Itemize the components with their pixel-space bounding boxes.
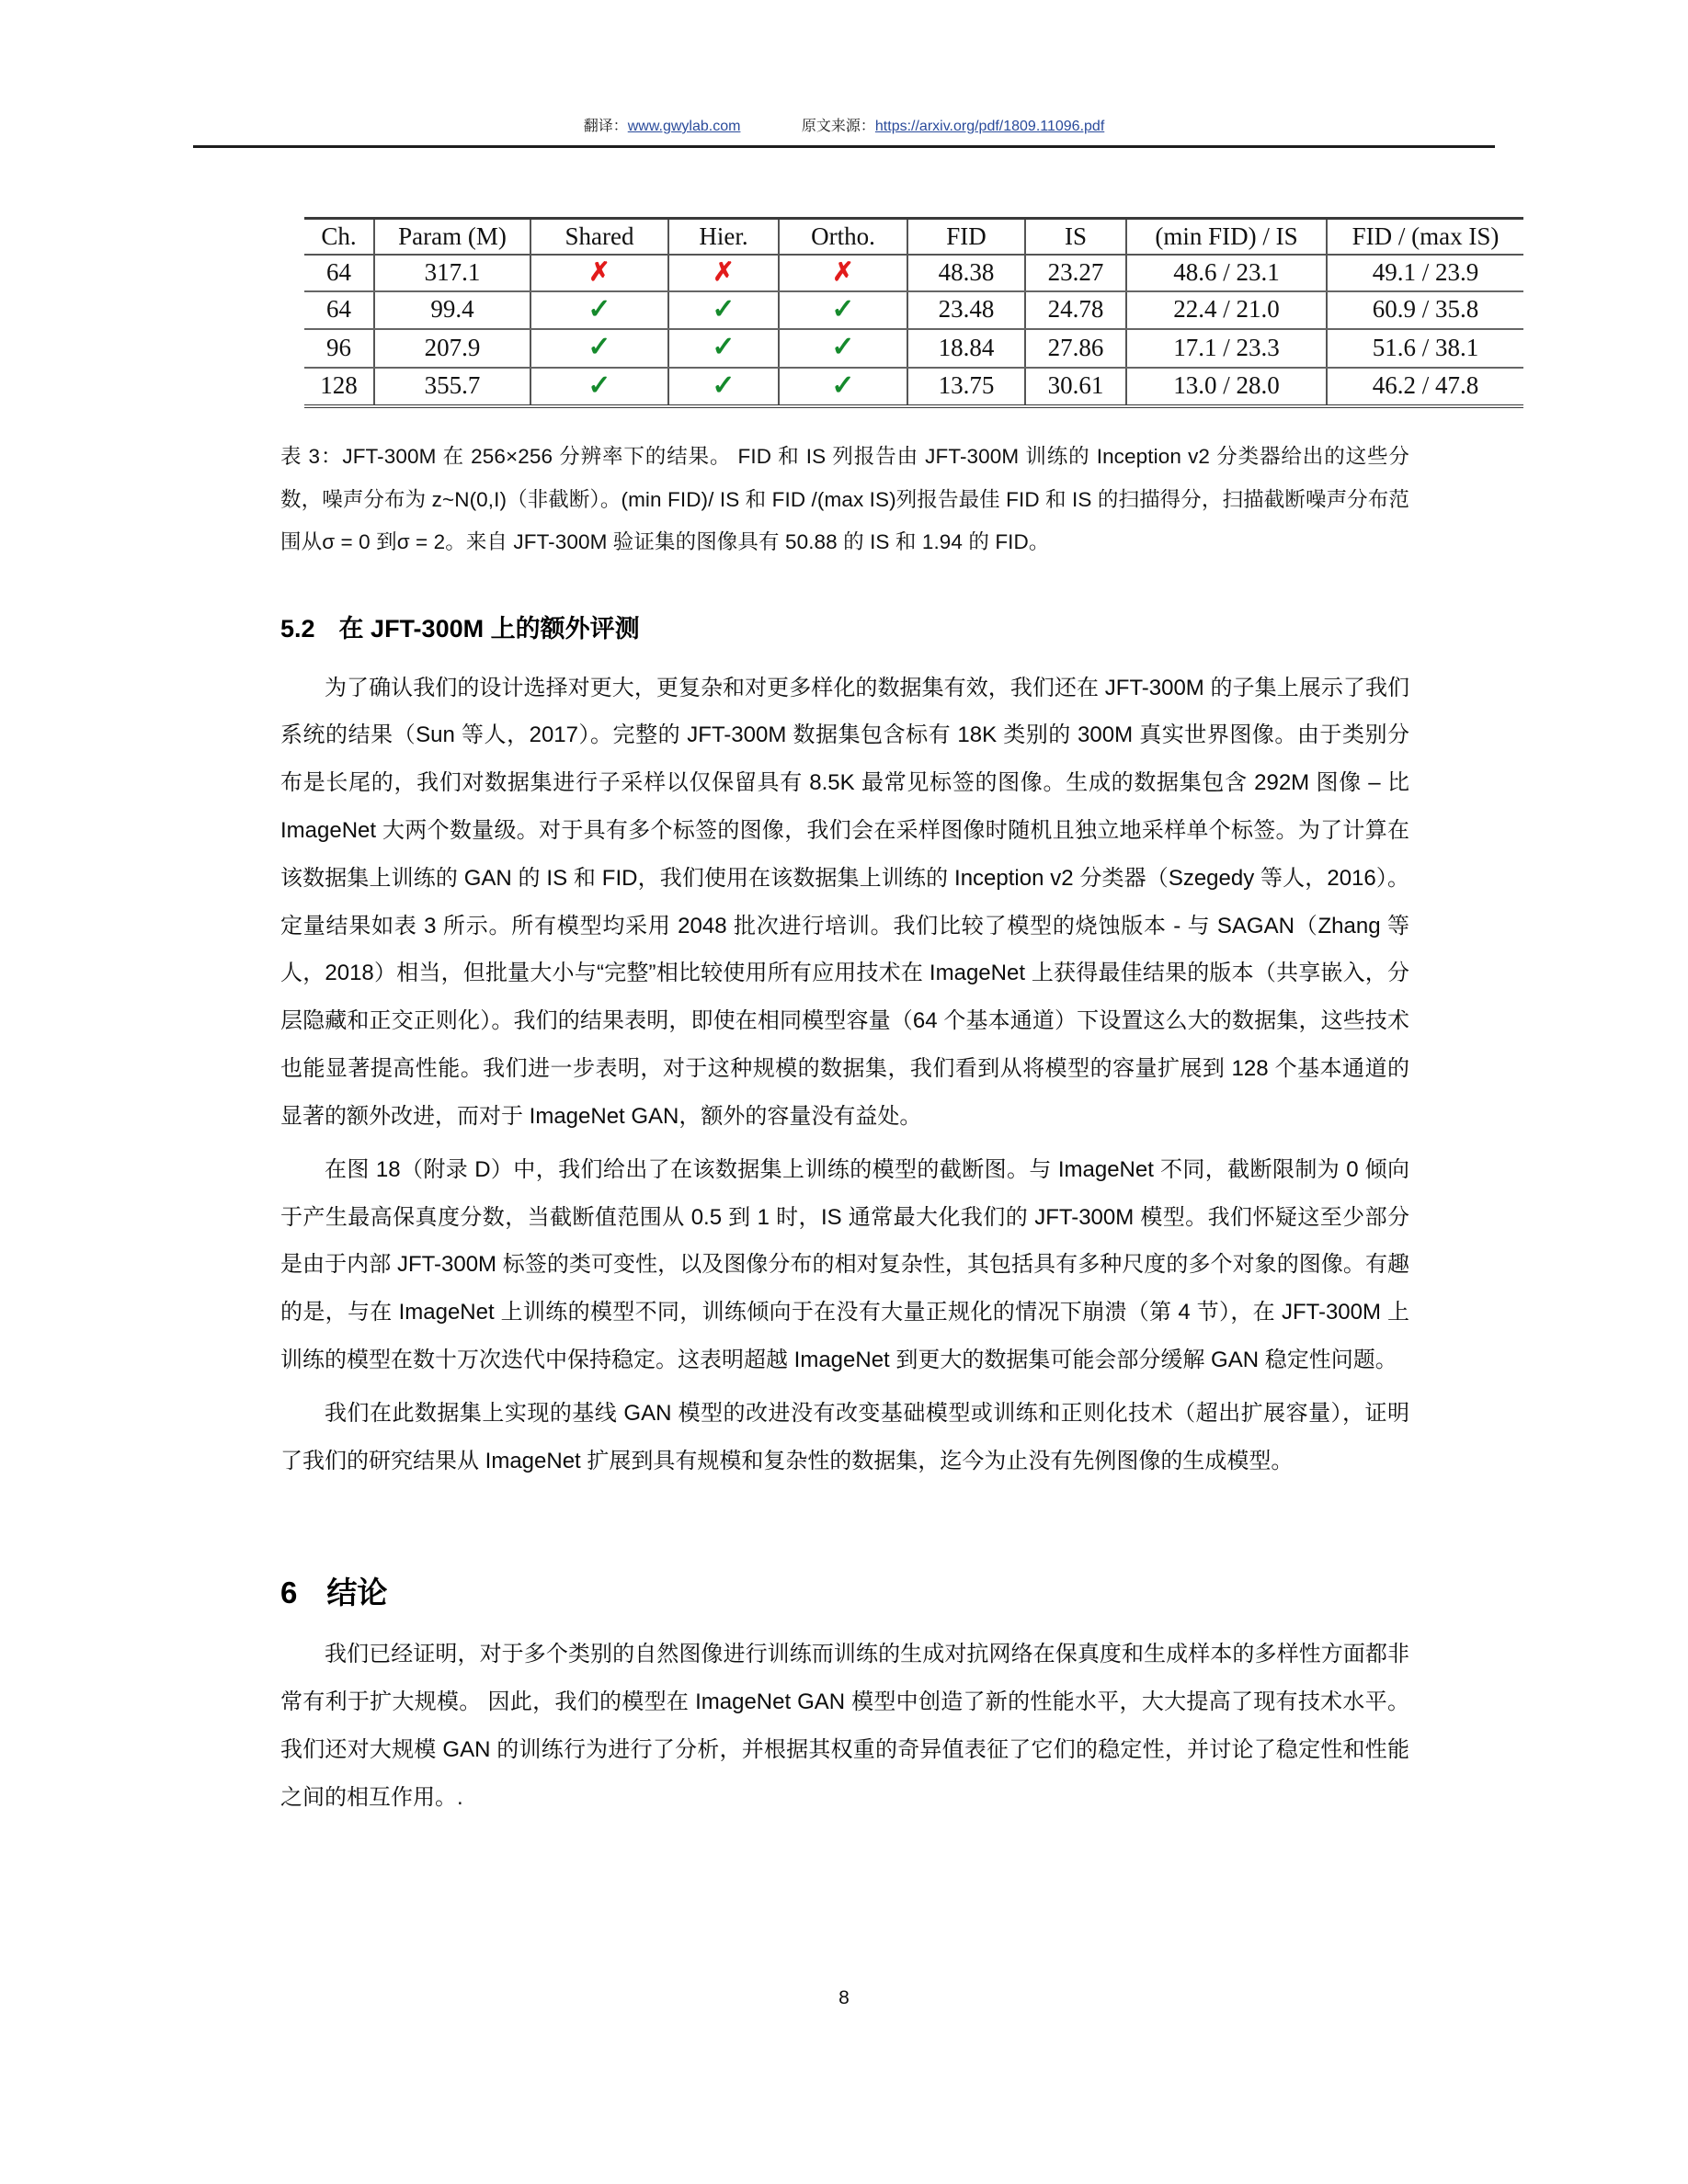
cell-fid: 18.84	[907, 329, 1025, 368]
cell-fid: 23.48	[907, 291, 1025, 330]
table-caption: 表 3：JFT-300M 在 256×256 分辨率下的结果。 FID 和 IS 列报告由 JFT-300M 训练的 Inception v2 分类器给出的这些分数，噪声分布为 z~N(0,I)（非截断）。(min FID)/ IS 和 FID /(max IS)列报告最佳 FID 和 IS 的扫描得分，扫描截断噪声分布范围从σ = 0 到σ = 2。来自 JFT-300M 验证集的图像具有 50.88 的 IS 和 1.94 的 FID。	[280, 445, 1409, 554]
paragraph: 在图 18（附录 D）中，我们给出了在该数据集上训练的模型的截断图。与 ImageNet 不同，截断限制为 0 倾向于产生最高保真度分数，当截断值范围从 0.5 到 1 时，IS 通常最大化我们的 JFT-300M 模型。我们怀疑这至少部分是由于内部 JFT-300M 标签的类可变性，以及图像分布的相对复杂性，其包括具有多种尺度的多个对象的图像。有趣的是，与在 ImageNet 上训练的模型不同，训练倾向于在没有大量正规化的情况下崩溃（第 4 节），在 JFT-300M 上训练的模型在数十万次迭代中保持稳定。这表明超越 ImageNet 到更大的数据集可能会部分缓解 GAN 稳定性问题。	[280, 1156, 1409, 1373]
paragraph: 我们已经证明，对于多个类别的自然图像进行训练而训练的生成对抗网络在保真度和生成样本的多样性方面都非常有利于扩大规模。 因此，我们的模型在 ImageNet GAN 模型中创造了新的性能水平，大大提高了现有技术水平。 我们还对大规模 GAN 的训练行为进行了分析，并根据其权重的奇异值表征了它们的稳定性，并讨论了稳定性和性能之间的相互作用。.	[280, 1642, 1409, 1810]
cell-ortho	[779, 291, 907, 330]
source-link[interactable]: https://arxiv.org/pdf/1809.11096.pdf	[874, 119, 1105, 134]
column-header-min-fid-is: (min FID) / IS	[1126, 219, 1327, 256]
cell-param: 99.4	[374, 291, 530, 330]
table-row	[304, 255, 1523, 290]
cell-hier	[668, 329, 779, 368]
header-divider	[193, 145, 1495, 148]
check-icon: ✓	[712, 332, 736, 363]
cell-ortho	[779, 329, 907, 368]
cell-is: 24.78	[1025, 291, 1126, 330]
cell-fid-max-is: 49.1 / 23.9	[1327, 255, 1523, 290]
cell-shared	[530, 291, 668, 330]
cell-ch: 96	[304, 329, 374, 368]
column-header-ch: Ch.	[304, 219, 374, 256]
cell-is: 23.27	[1025, 255, 1126, 290]
cell-min-fid-is: 13.0 / 28.0	[1126, 368, 1327, 407]
cell-param: 207.9	[374, 329, 530, 368]
cell-shared	[530, 329, 668, 368]
column-header-param: Param (M)	[374, 219, 530, 256]
paragraph: 为了确认我们的设计选择对更大，更复杂和对更多样化的数据集有效，我们还在 JFT-300M 的子集上展示了我们系统的结果（Sun 等人，2017）。完整的 JFT-300M 数据集包含标有 18K 类别的 300M 真实世界图像。由于类别分布是长尾的，我们对数据集进行子采样以仅保留具有 8.5K 最常见标签的图像。生成的数据集包含 292M 图像 – 比 ImageNet 大两个数量级。对于具有多个标签的图像，我们会在采样图像时随机且独立地采样单个标签。为了计算在该数据集上训练的 GAN 的 IS 和 FID，我们使用在该数据集上训练的 Inception v2 分类器（Szegedy 等人，2016）。定量结果如表 3 所示。所有模型均采用 2048 批次进行培训。我们比较了模型的烧蚀版本 - 与 SAGAN（Zhang 等人，2018）相当，但批量大小与“完整”相比较使用所有应用技术在 ImageNet 上获得最佳结果的版本（共享嵌入，分层隐藏和正交正则化）。我们的结果表明，即使在相同模型容量（64 个基本通道）下设置这么大的数据集，这些技术也能显著提高性能。我们进一步表明，对于这种规模的数据集，我们看到从将模型的容量扩展到 128 个基本通道的显著的额外改进，而对于 ImageNet GAN，额外的容量没有益处。	[280, 675, 1409, 1129]
cell-fid-max-is: 51.6 / 38.1	[1327, 329, 1523, 368]
cell-fid-max-is: 46.2 / 47.8	[1327, 368, 1523, 407]
check-icon: ✓	[831, 332, 855, 363]
cell-hier	[668, 368, 779, 407]
check-icon: ✓	[831, 370, 855, 401]
cell-fid: 48.38	[907, 255, 1025, 290]
column-header-fid-max-is: FID / (max IS)	[1327, 219, 1523, 256]
column-header-fid: FID	[907, 219, 1025, 256]
check-icon: ✓	[831, 293, 855, 324]
section-heading-6	[280, 1574, 1409, 1613]
check-icon: ✓	[712, 370, 736, 401]
cell-shared	[530, 368, 668, 407]
column-header-is: IS	[1025, 219, 1126, 256]
column-header-hier: Hier.	[668, 219, 779, 256]
translation-label: 翻译：	[583, 119, 628, 134]
paragraph: 我们在此数据集上实现的基线 GAN 模型的改进没有改变基础模型或训练和正则化技术（超出扩展容量），证明了我们的研究结果从 ImageNet 扩展到具有规模和复杂性的数据集，迄今为止没有先例图像的生成模型。	[280, 1400, 1409, 1473]
cell-shared	[530, 255, 668, 290]
table-row	[304, 291, 1523, 330]
cell-ortho	[779, 255, 907, 290]
table-row	[304, 368, 1523, 407]
cell-is: 27.86	[1025, 329, 1126, 368]
table-header-row	[304, 219, 1523, 256]
cell-ch: 64	[304, 255, 374, 290]
check-icon: ✓	[712, 293, 736, 324]
column-header-ortho: Ortho.	[779, 219, 907, 256]
cell-min-fid-is: 22.4 / 21.0	[1126, 291, 1327, 330]
cell-min-fid-is: 17.1 / 23.3	[1126, 329, 1327, 368]
source-label: 原文来源：	[801, 119, 875, 134]
cell-hier	[668, 255, 779, 290]
table-row	[304, 329, 1523, 368]
section-title: 在 JFT-300M 上的额外评测	[338, 615, 640, 643]
cell-ch: 128	[304, 368, 374, 407]
cell-fid: 13.75	[907, 368, 1025, 407]
cell-param: 355.7	[374, 368, 530, 407]
cell-param: 317.1	[374, 255, 530, 290]
section-number: 6	[280, 1575, 298, 1610]
cross-icon: ✗	[588, 257, 610, 287]
check-icon: ✓	[587, 293, 611, 324]
cell-ch: 64	[304, 291, 374, 330]
cell-min-fid-is: 48.6 / 23.1	[1126, 255, 1327, 290]
source-credit	[802, 118, 1104, 135]
results-table	[304, 217, 1523, 408]
page-content	[280, 217, 1500, 1822]
page-number: 8	[838, 1987, 850, 2008]
column-header-shared: Shared	[530, 219, 668, 256]
check-icon: ✓	[587, 370, 611, 401]
section-title: 结论	[326, 1575, 388, 1610]
section-number: 5.2	[280, 615, 315, 643]
cross-icon: ✗	[832, 257, 854, 287]
translation-link[interactable]: www.gwylab.com	[627, 119, 741, 134]
translation-credit	[584, 118, 741, 135]
cell-fid-max-is: 60.9 / 35.8	[1327, 291, 1523, 330]
check-icon: ✓	[587, 332, 611, 363]
cell-is: 30.61	[1025, 368, 1126, 407]
page-header	[0, 118, 1688, 135]
cell-hier	[668, 291, 779, 330]
cell-ortho	[779, 368, 907, 407]
section-heading-5-2	[280, 613, 1409, 645]
cross-icon: ✗	[713, 257, 735, 287]
